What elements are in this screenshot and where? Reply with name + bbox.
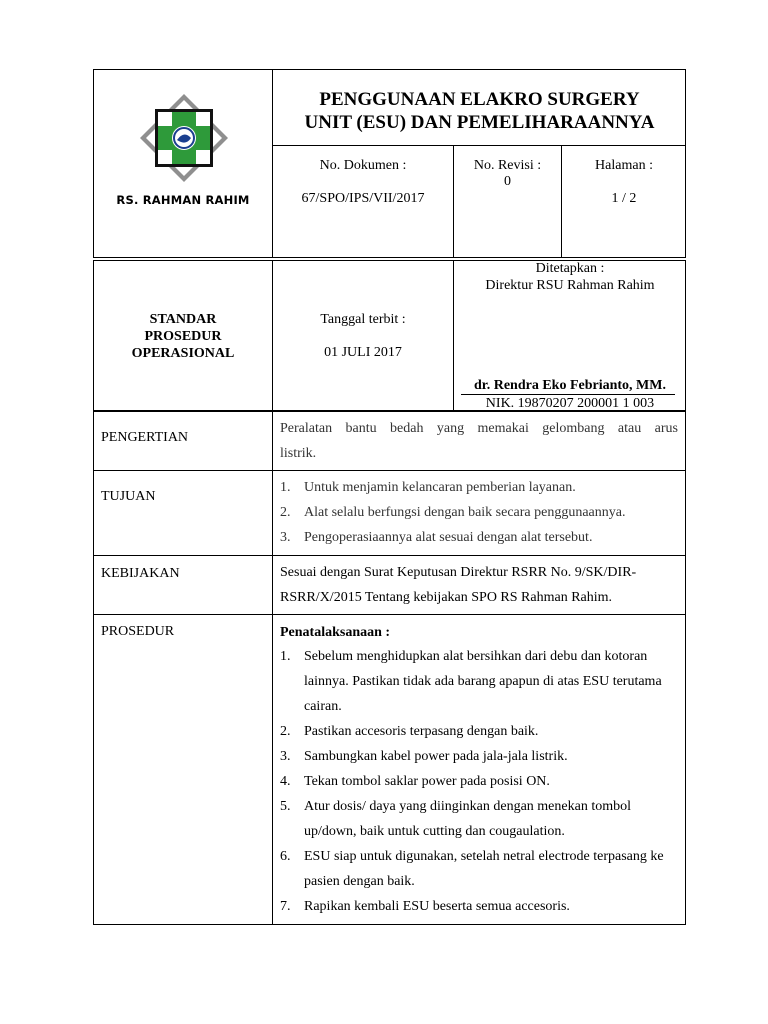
- list-item: [280, 525, 678, 550]
- list-item-number: 2.: [280, 505, 291, 520]
- procedure-step-text: Sebelum menghidupkan alat bersihkan dari debu dan kotoran lainnya. Pastikan tidak ada barang apapun di atas ESU terutama cairan.: [304, 649, 662, 714]
- tujuan-list: [280, 475, 678, 550]
- prosedur-heading: Penatalaksanaan :: [280, 625, 391, 640]
- pengertian-text: [280, 416, 678, 466]
- document-title: [273, 88, 686, 134]
- issue-date-label: Tanggal terbit :: [320, 312, 406, 327]
- revision-value: 0: [504, 174, 511, 189]
- doc-no-value: 67/SPO/IPS/VII/2017: [301, 191, 425, 206]
- pengertian-line: listrik.: [280, 446, 317, 461]
- procedure-step-text: Rapikan kembali ESU beserta semua accesoris.: [304, 899, 570, 914]
- row-divider: [93, 470, 686, 471]
- procedure-step-number: 2.: [280, 724, 291, 739]
- document-type-line: OPERASIONAL: [131, 346, 235, 361]
- procedure-step-number: 7.: [280, 899, 291, 914]
- prosedur-label: PROSEDUR: [101, 624, 175, 639]
- procedure-step-number: 4.: [280, 774, 291, 789]
- document-type-line: STANDAR: [149, 312, 217, 327]
- hospital-name: RS. RAHMAN RAHIM: [116, 193, 250, 207]
- row-divider: [93, 614, 686, 615]
- list-item-text: Untuk menjamin kelancaran pemberian layanan.: [304, 480, 576, 495]
- procedure-step: [280, 719, 678, 744]
- procedure-step-text: ESU siap untuk digunakan, setelah netral electrode terpasang ke pasien dengan baik.: [304, 849, 664, 889]
- procedure-step: [280, 794, 678, 844]
- kebijakan-line: RSRR/X/2015 Tentang kebijakan SPO RS Rahman Rahim.: [280, 590, 613, 605]
- set-by: Direktur RSU Rahman Rahim: [485, 278, 655, 293]
- page-value: 1 / 2: [611, 191, 637, 206]
- document-type: [93, 311, 273, 362]
- procedure-step-text: Sambungkan kabel power pada jala-jala listrik.: [304, 749, 568, 764]
- document-type-line: PROSEDUR: [144, 329, 222, 344]
- procedure-step: [280, 744, 678, 769]
- set-label: Ditetapkan :: [535, 261, 605, 276]
- list-item-number: 1.: [280, 480, 291, 495]
- list-item-number: 3.: [280, 530, 291, 545]
- procedure-step-number: 5.: [280, 799, 291, 814]
- signer-nik: NIK. 19870207 200001 1 003: [485, 396, 655, 411]
- procedure-step-number: 1.: [280, 649, 291, 664]
- procedure-step-number: 6.: [280, 849, 291, 864]
- hospital-logo: [136, 90, 232, 186]
- procedure-step: [280, 769, 678, 794]
- list-item: [280, 500, 678, 525]
- kebijakan-text: [280, 560, 678, 610]
- procedure-step: [280, 894, 678, 919]
- tujuan-label: TUJUAN: [101, 489, 156, 504]
- signer-name: dr. Rendra Eko Febrianto, MM.: [474, 378, 666, 393]
- title-line: UNIT (ESU) DAN PEMELIHARAANNYA: [304, 112, 655, 133]
- header-divider: [272, 145, 686, 146]
- body-divider: [272, 411, 273, 925]
- prosedur-steps: [280, 644, 678, 919]
- doc-no-label: No. Dokumen :: [319, 158, 407, 173]
- procedure-step-text: Tekan tombol saklar power pada posisi ON.: [304, 774, 550, 789]
- list-item-text: Pengoperasiaannya alat sesuai dengan alat tersebut.: [304, 530, 593, 545]
- procedure-step-text: Pastikan accesoris terpasang dengan baik.: [304, 724, 539, 739]
- list-item: [280, 475, 678, 500]
- pengertian-label: PENGERTIAN: [101, 430, 189, 445]
- procedure-step-text: Atur dosis/ daya yang diinginkan dengan menekan tombol up/down, baik untuk cutting dan cougaulation.: [304, 799, 631, 839]
- list-item-text: Alat selalu berfungsi dengan baik secara penggunaannya.: [304, 505, 626, 520]
- title-line: PENGGUNAAN ELAKRO SURGERY: [319, 89, 640, 110]
- pengertian-line: Peralatan bantu bedah yang memakai gelombang atau arus: [280, 421, 678, 436]
- procedure-step: [280, 844, 678, 894]
- revision-label: No. Revisi :: [473, 158, 542, 173]
- row-divider: [93, 555, 686, 556]
- kebijakan-line: Sesuai dengan Surat Keputusan Direktur RSRR No. 9/SK/DIR-: [280, 565, 637, 580]
- issue-date-value: 01 JULI 2017: [324, 345, 402, 360]
- procedure-step-number: 3.: [280, 749, 291, 764]
- kebijakan-label: KEBIJAKAN: [101, 566, 180, 581]
- procedure-step: [280, 644, 678, 719]
- page-label: Halaman :: [595, 158, 653, 173]
